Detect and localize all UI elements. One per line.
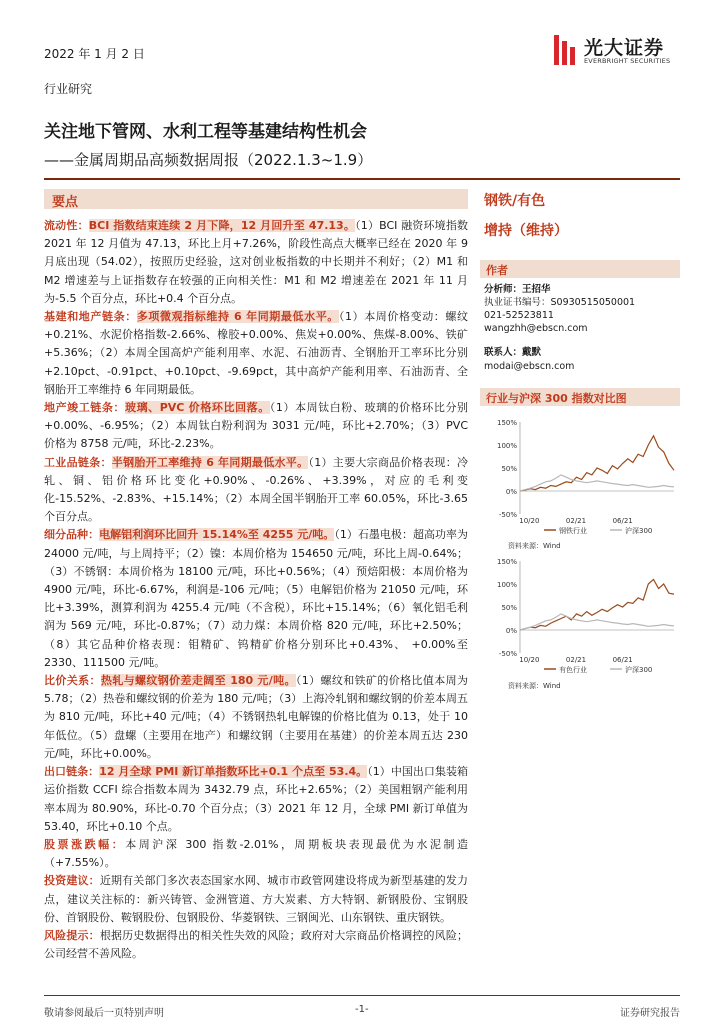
chart-heading: 行业与沪深 300 指数对比图	[486, 392, 627, 405]
legend-label: 钢铁行业	[559, 527, 587, 535]
summary-paragraph: 投资建议：近期有关部门多次表态国家水网、城市市政管网建设将成为新型基建的发力点，建议关注标的：新兴铸管、金洲管道、方大炭素、方大特钢、新钢股份、宝钢股份、首钢股份、鞍钢股份、包钢股份、华菱钢铁、三钢闽光、山东钢铁、重庆钢铁。	[44, 874, 468, 924]
summary-paragraph: 细分品种：电解铝利润环比回升 15.14%至 4255 元/吨。（1）石墨电极：超高功率为 24000 元/吨，与上周持平；（2）镍：本周价格为 154650 元/吨，环比上周-0.64%；（3）不锈钢：本周价格为 18100 元/吨，环比+0.56%；（4）预焙阳极：本周价格为 4900 元/吨，环比-6.67%，利润是-106 元/吨；（5）电解铝价格为 21050 元/吨，环比+3.39%，测算利润为 4255.4 元/吨（不含税），环比+15.14%；（6）氧化铝毛利润为 569 元/吨，环比-0.87%；（7）动力煤：本周价格 820 元/吨，环比+2.50%；（8）其它品种价格表现：钼精矿、钨精矿价格分别环比+0.43%、 +0.00%至 2330、111500 元/吨。	[44, 528, 469, 669]
author-heading: 作者	[486, 264, 508, 277]
y-tick-label: 0%	[505, 488, 517, 496]
y-tick-label: -50%	[498, 511, 517, 519]
x-tick-label: 02/21	[565, 517, 587, 525]
analyst-phone: 021-52523811	[484, 310, 554, 321]
logo-english-name: EVERBRIGHT SECURITIES	[584, 57, 671, 65]
page-number: -1-	[355, 1004, 369, 1015]
chart-source: 资料来源：Wind	[508, 682, 561, 690]
analyst-name: 分析师：王招华	[484, 284, 551, 295]
y-tick-label: 100%	[496, 581, 517, 589]
industry-name: 钢铁/有色	[484, 193, 546, 209]
summary-paragraph: 风险提示：根据历史数据得出的相关性失效的风险；政府对大宗商品价格调控的风险；公司经营不善风险。	[44, 928, 468, 961]
rating: 增持（维持）	[484, 223, 568, 239]
series-line-csi300	[520, 614, 674, 630]
x-tick-label: 10/20	[519, 656, 540, 664]
company-logo	[552, 33, 682, 73]
y-tick-label: -50%	[498, 650, 517, 658]
logo-mark-icon	[552, 35, 578, 65]
legend-label: 沪深300	[625, 666, 653, 674]
summary-paragraph: 股票涨跌幅：本周沪深 300 指数-2.01%，周期板块表现最优为水泥制造（+7.55%）。	[44, 837, 468, 870]
chart-heading-bar	[480, 388, 680, 406]
summary-heading: 要点	[52, 195, 79, 210]
y-tick-label: 100%	[496, 442, 517, 450]
report-category: 行业研究	[44, 82, 93, 96]
report-title: 关注地下管网、水利工程等基建结构性机会	[44, 122, 367, 142]
steel-vs-csi300-chart	[484, 414, 680, 538]
analyst-email[interactable]: wangzhh@ebscn.com	[484, 323, 588, 334]
report-subtitle: ——金属周期品高频数据周报（2022.1.3~1.9）	[44, 151, 373, 169]
header-divider	[44, 178, 680, 180]
summary-heading-bar	[44, 189, 468, 209]
summary-paragraph: 流动性：BCI 指数结束连续 2 月下降，12 月回升至 47.13。（1）BCI 融资环境指数 2021 年 12 月值为 47.13，环比上月+7.26%，阶段性高点大概率已经在 2020 年 9 月底出现（54.02），按照历史经验，这对创业板指数的中长期并不利好；（2）M1 和 M2 增速差与上证指数存在较强的正向相关性：M1 和 M2 增速差在 2021 年 11 月为-5.5 个百分点，环比+0.4 个百分点。	[44, 219, 469, 305]
footer-disclaimer: 敬请参阅最后一页特别声明	[44, 1008, 164, 1019]
contact-email[interactable]: modai@ebscn.com	[484, 361, 575, 372]
legend-label: 沪深300	[625, 527, 653, 535]
contact-name: 联系人：戴默	[484, 347, 542, 358]
x-tick-label: 06/21	[612, 656, 633, 664]
x-tick-label: 10/20	[519, 517, 540, 525]
legend-label: 有色行业	[559, 666, 587, 674]
logo-chinese-name: 光大证券	[584, 37, 665, 59]
x-tick-label: 02/21	[565, 656, 587, 664]
summary-body	[44, 217, 468, 963]
summary-paragraph: 基建和地产链条：多项微观指标维持 6 年同期最低水平。（1）本周价格变动：螺纹+0.21%、水泥价格指数-2.66%、橡胶+0.00%、焦炭+0.00%、焦煤-8.00%、铁矿+5.36%；（2）本周全国高炉产能利用率、水泥、石油沥青、全钢胎开工率环比分别+2.10pct、-0.91pct、+0.10pct、-9.69pct，其中高炉产能利用率、石油沥青、全钢胎开工率维持 6 年同期最低。	[44, 310, 469, 396]
summary-paragraph: 工业品链条：半钢胎开工率维持 6 年同期最低水平。（1）主要大宗商品价格表现：冷轧、铜、铝价格环比变化+0.90%、-0.26%、+3.39%，对应的毛利变化-15.52%、-2.83%、+15.14%；（2）本周全国半钢胎开工率 60.05%，环比-3.65 个百分点。	[44, 455, 469, 524]
author-heading-bar	[480, 260, 680, 278]
y-tick-label: 0%	[505, 627, 517, 635]
x-tick-label: 06/21	[612, 517, 633, 525]
footer-divider	[44, 995, 680, 996]
y-tick-label: 50%	[501, 465, 517, 473]
summary-paragraph: 地产竣工链条：玻璃、PVC 价格环比回落。（1）本周钛白粉、玻璃的价格环比分别+0.00%、-6.95%；（2）本周钛白粉利润为 3031 元/吨，环比+2.70%；（3）PVC 价格为 8758 元/吨，环比-2.23%。	[44, 401, 469, 451]
summary-paragraph: 出口链条：12 月全球 PMI 新订单指数环比+0.1 个点至 53.4。（1）中国出口集装箱运价指数 CCFI 综合指数本周为 3432.79 点，环比+2.65%；（2）美国粗钢产能利用率本周为 80.90%，环比-0.70 个百分点；（3）2021 年 12 月，全球 PMI 新订单值为 53.40，环比+0.10 个点。	[44, 765, 469, 833]
summary-paragraph: 比价关系：热轧与螺纹钢价差走阔至 180 元/吨。（1）螺纹和铁矿的价格比值本周为 5.78；（2）热卷和螺纹钢的价差为 180 元/吨；（3）上海冷轧钢和螺纹钢的价差本周五为 810 元/吨，环比+40 元/吨；（4）不锈钢热轧电解镍的价格比值为 0.13，处于 10 年低位。（5）盘螺（主要用在地产）和螺纹钢（主要用在基建）的价差本周五达 230 元/吨，环比+0.00%。	[44, 674, 469, 760]
analyst-license: 执业证书编号：S0930515050001	[484, 297, 636, 308]
report-date: 2022 年 1 月 2 日	[44, 47, 145, 61]
footer-report-type: 证券研究报告	[620, 1008, 680, 1019]
y-tick-label: 150%	[496, 558, 517, 566]
chart-source: 资料来源：Wind	[508, 542, 561, 550]
y-tick-label: 50%	[501, 604, 517, 612]
series-line-csi300	[520, 475, 674, 491]
nonferrous-vs-csi300-chart	[484, 553, 680, 677]
y-tick-label: 150%	[496, 419, 517, 427]
